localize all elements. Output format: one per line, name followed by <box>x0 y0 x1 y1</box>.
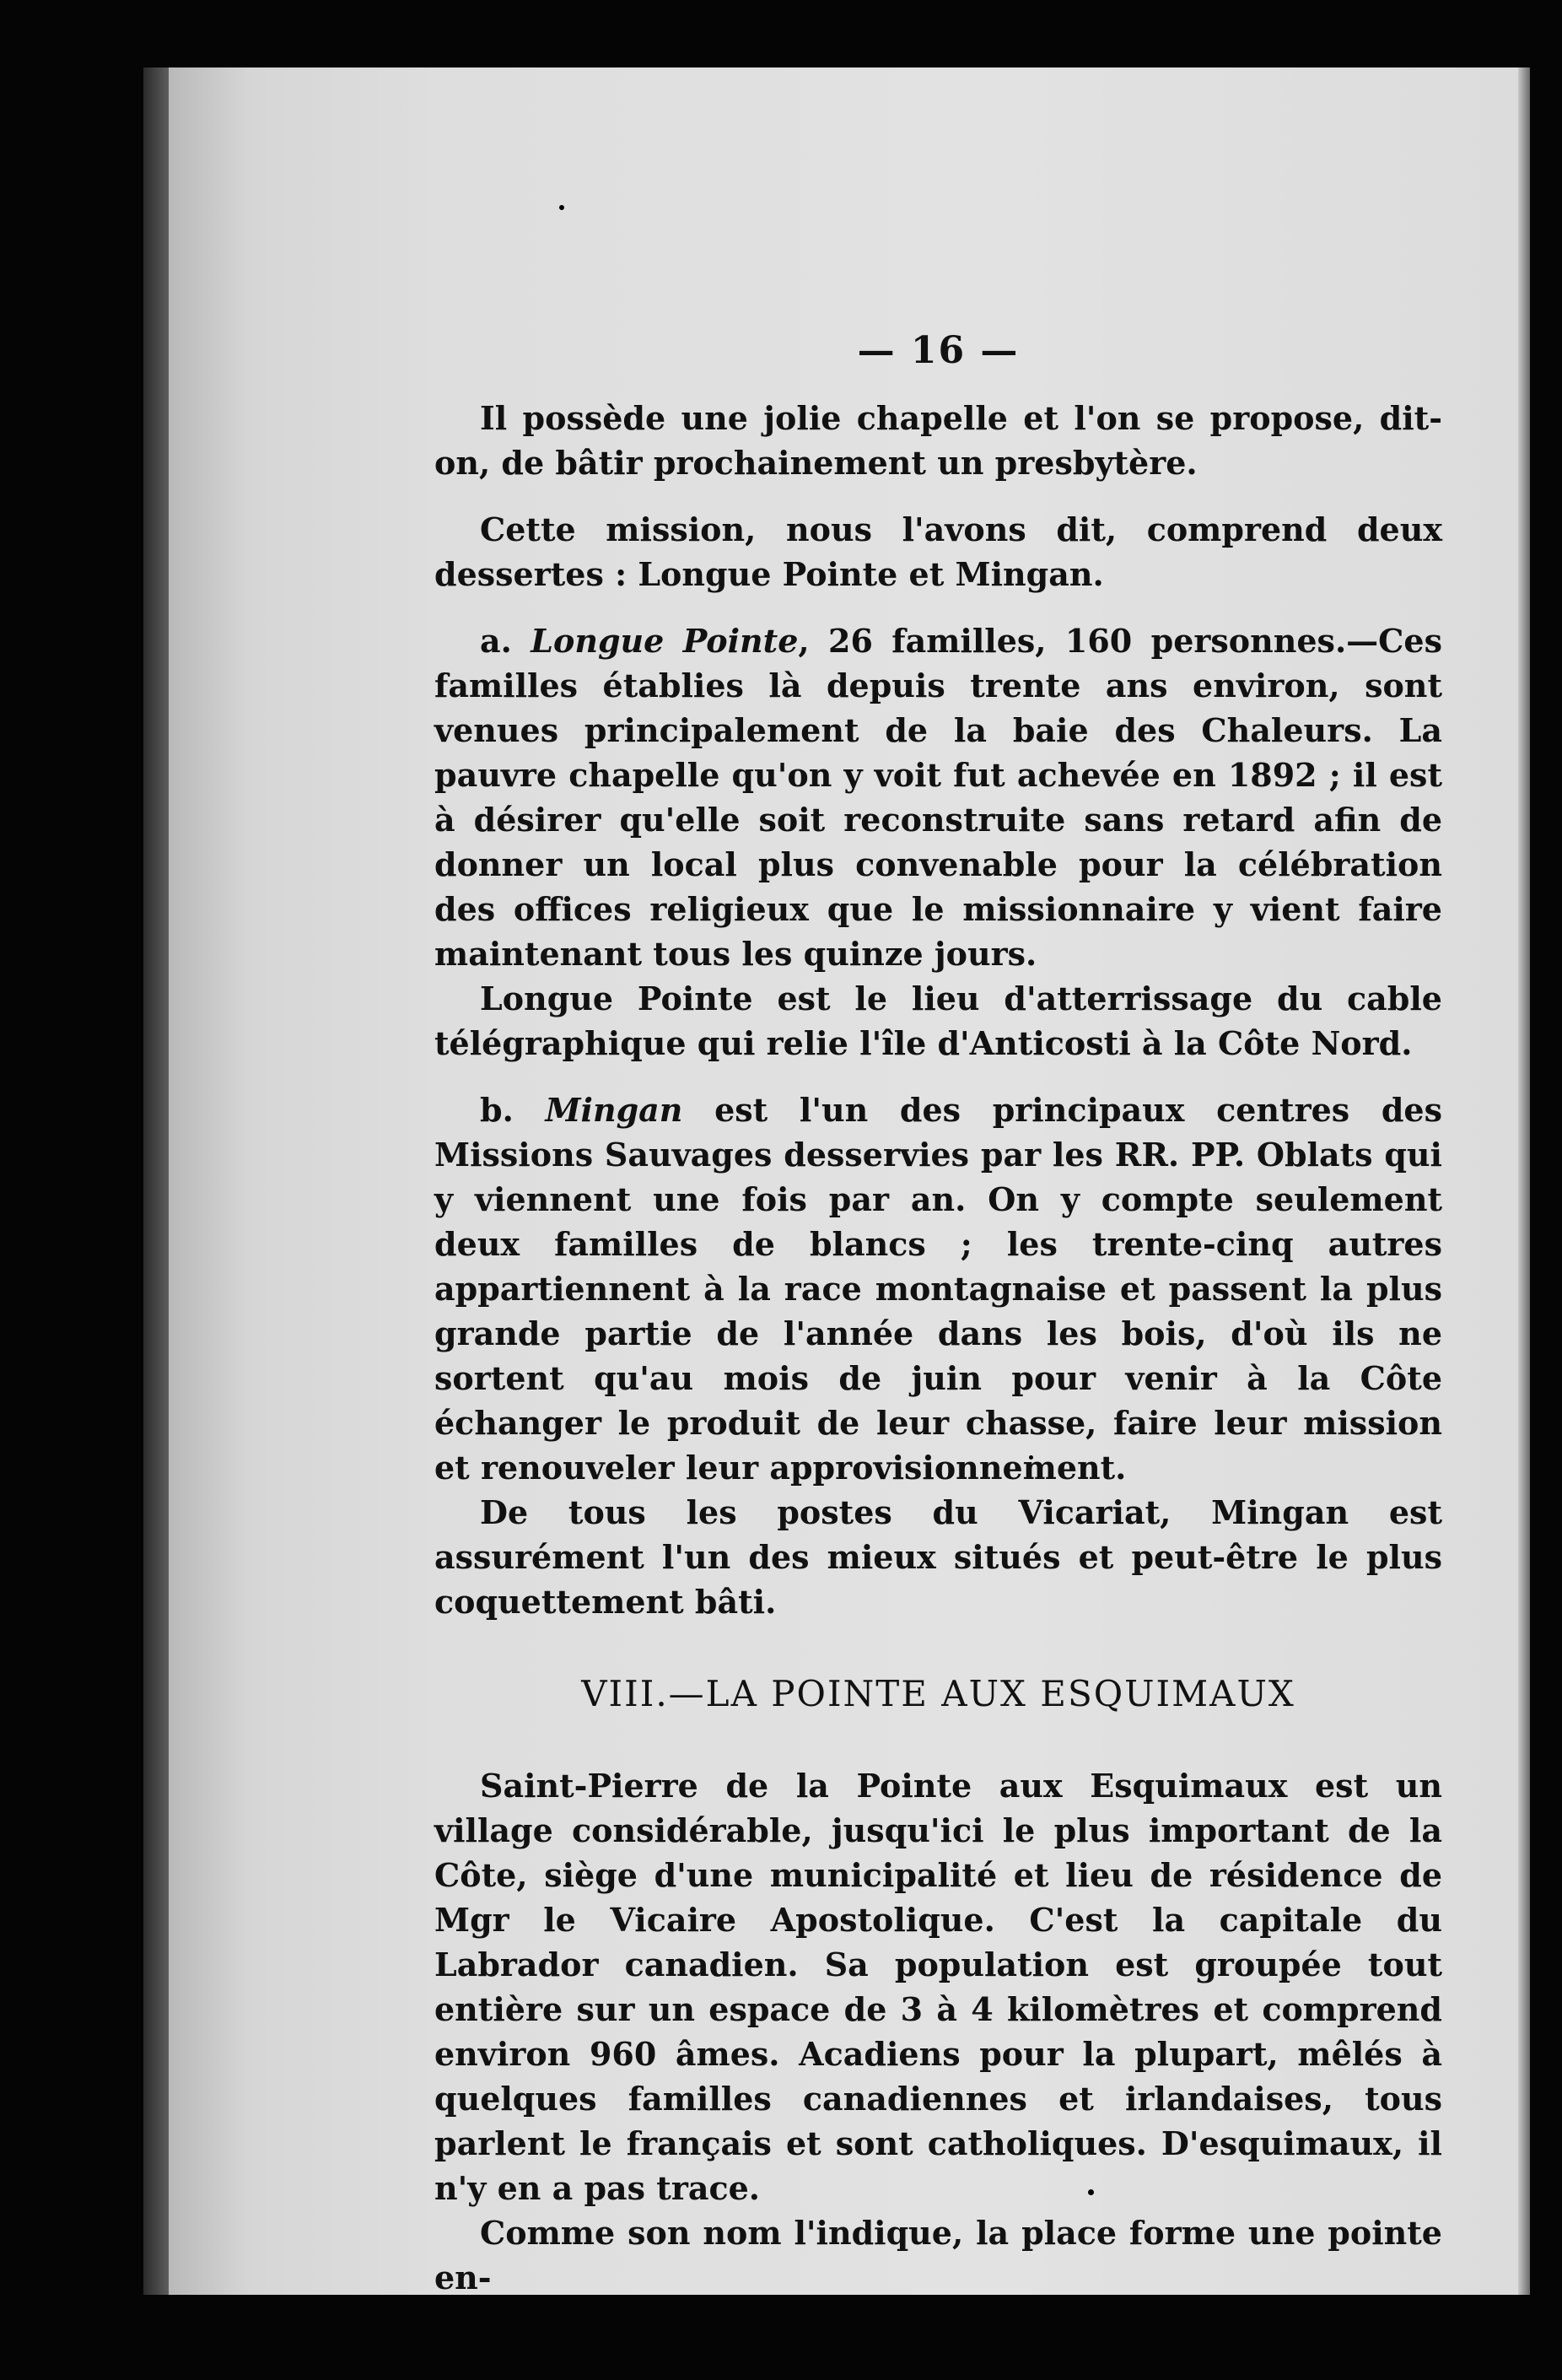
paragraph-pointe <box>434 2210 1442 2300</box>
paragraph-mingan <box>434 1087 1442 1490</box>
paragraph-text: Cette mission, nous l'avons dit, comprend deux dessertes : Longue Pointe et Mingan. <box>434 510 1442 593</box>
paragraph-longue-pointe <box>434 618 1442 976</box>
paragraph-text: De tous les postes du Vicariat, Mingan est assurément l'un des mieux situés et peut-être le plus coquettement bâti. <box>434 1493 1442 1621</box>
paragraph-text: , 26 familles, 160 personnes.—Ces familles établies là depuis trente ans environ, sont venues principalement de la baie des Chaleurs. La pauvre chapelle qu'on y voit fut achevée en 1892 ; il est à désirer qu'elle soit reconstruite sans retard afin de donner un local plus convenable pour la célébration des offices religieux que le missionnaire y vient faire maintenant tous les quinze jours. <box>434 622 1442 973</box>
page-edge-shadow <box>1518 67 1530 2295</box>
section-heading: VIII.—LA POINTE AUX ESQUIMAUX <box>581 1673 1295 1714</box>
page-content <box>434 329 1442 2300</box>
paragraph-dessertes <box>434 507 1442 596</box>
paragraph-text: est l'un des principaux centres des Missions Sauvages desservies par les RR. PP. Oblats qui y viennent une fois par an. On y compte seulement deux familles de blancs ; les trente-cinq autres appartiennent à la race montagnaise et passent la plus grande partie de l'année dans les bois, d'où ils ne sortent qu'au mois de juin pour venir à la Côte échanger le produit de leur chasse, faire leur mission et renouveler leur approvisionnement. <box>434 1091 1442 1487</box>
page-number: — 16 — <box>857 329 1020 372</box>
place-name-mingan: Mingan <box>545 1091 683 1129</box>
paragraph-cable <box>434 976 1442 1066</box>
paragraph-text: Comme son nom l'indique, la place forme une pointe en- <box>434 2214 1442 2296</box>
paragraph-text: Il possède une jolie chapelle et l'on se propose, dit-on, de bâtir prochainement un presbytère. <box>434 399 1442 482</box>
paragraph-text: Saint-Pierre de la Pointe aux Esquimaux est un village considérable, jusqu'ici le plus important de la Côte, siège d'une municipalité et lieu de résidence de Mgr le Vicaire Apostolique. C'est la capitale du Labrador canadien. Sa population est groupée tout entière sur un espace de 3 à 4 kilomètres et comprend environ 960 âmes. Acadiens pour la plupart, mêlés à quelques familles canadiennes et irlandaises, tous parlent le français et sont catholiques. D'esquimaux, il n'y en a pas trace. <box>434 1767 1442 2207</box>
scan-speck <box>559 205 564 210</box>
paragraph-vicariat <box>434 1490 1442 1624</box>
place-name-longue-pointe: Longue Pointe <box>531 622 799 660</box>
paragraph-saint-pierre <box>434 1763 1442 2210</box>
list-marker: b. <box>480 1091 514 1129</box>
list-marker: a. <box>480 622 512 660</box>
paragraph-chapelle <box>434 396 1442 485</box>
paragraph-text: Longue Pointe est le lieu d'atterrissage du cable télégraphique qui relie l'île d'Anticosti à la Côte Nord. <box>434 980 1442 1062</box>
